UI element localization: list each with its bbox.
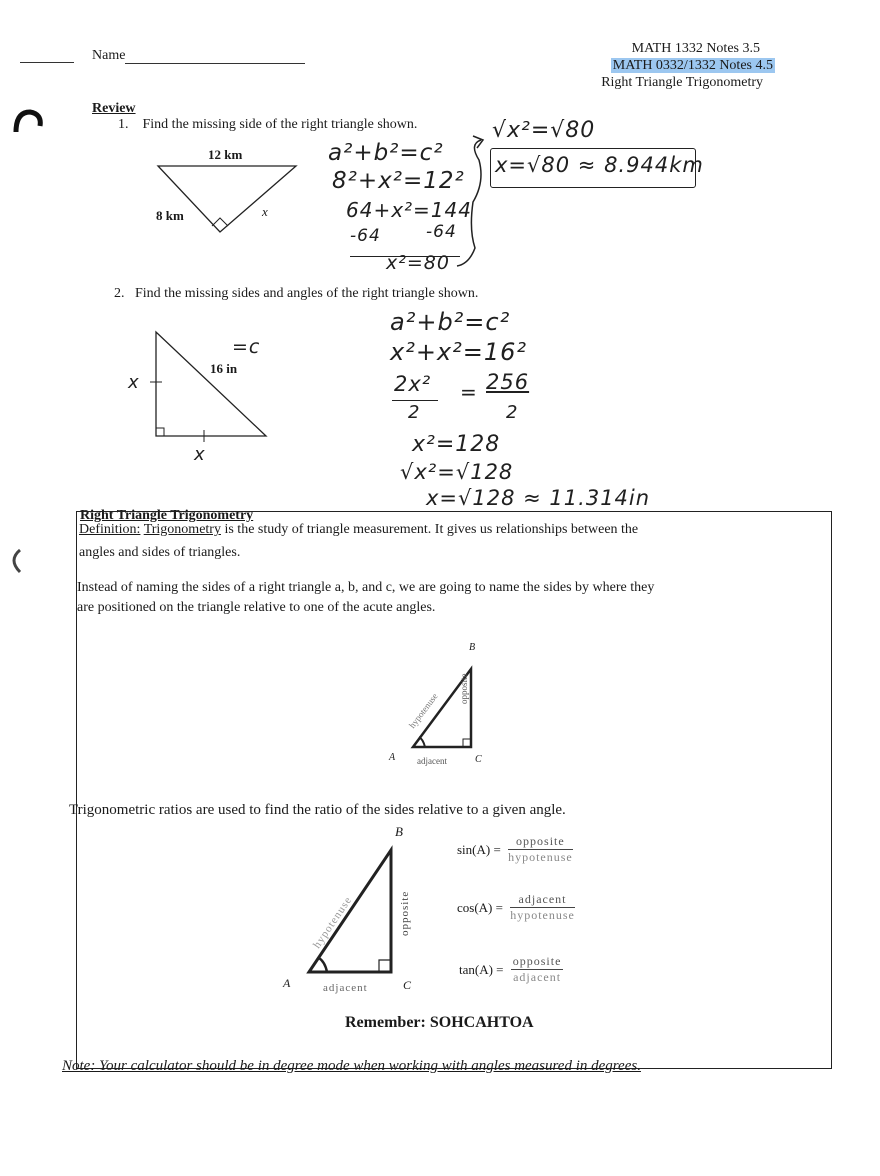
definition-line-1 [79,521,638,538]
p1-answer-box [490,148,704,188]
problem-1-top-side: 12 km [208,147,243,162]
definition-term: Trigonometry [143,522,221,537]
sin-denominator: hypotenuse [508,850,573,864]
hole-punch-top [12,108,42,136]
section-heading: Right Triangle Trigonometry [80,508,254,523]
p1-work-line-2: 8²+x²=12² [332,168,465,194]
p2-work-line-5: √x²=√128 [400,460,514,484]
small-triangle-adjacent: adjacent [417,756,447,766]
problem-1-triangle [150,160,310,240]
sin-fraction [508,834,573,865]
big-triangle-adjacent: adjacent [323,982,368,994]
cos-numerator: adjacent [510,892,575,908]
trig-content-box [69,511,832,1069]
name-label [92,47,305,64]
name-line-left [20,62,74,63]
p2-work-line-2: x²+x²=16² [390,338,528,366]
p1-brace [455,130,495,270]
small-triangle-label-a: A [389,752,396,763]
problem-1-number: 1. [118,117,129,132]
p2-work-line-1: a²+b²=c² [390,308,511,336]
tan-fraction [511,954,564,985]
cos-ratio [457,892,575,923]
p2-work-line-4: x²=128 [412,432,501,457]
sin-ratio [457,834,573,865]
problem-1-unknown-side: x [262,204,268,219]
big-triangle-hypotenuse: hypotenuse [311,894,355,951]
p1-answer-line-1: √x²=√80 [492,118,596,143]
p1-work-line-4b: -64 [426,222,457,242]
cos-lhs: cos(A) = [457,899,503,915]
small-triangle-opposite: opposite [459,673,469,704]
p2-frac-bar-left [392,400,438,401]
hole-punch-middle [6,548,26,574]
definition-line-2: angles and sides of triangles. [79,545,241,560]
degree-mode-note: Note: Your calculator should be in degree mode when working with angles measured in degrees. [62,1058,641,1074]
cos-fraction [510,892,575,923]
big-triangle-opposite: opposite [399,890,411,936]
instead-line-1: Instead of naming the sides of a right triangle a, b, and c, we are going to name the sides by where they [77,580,655,595]
course-line-1: MATH 1332 Notes 3.5 [631,41,760,56]
problem-2-hypotenuse: 16 in [210,361,238,376]
definition-rest: is the study of triangle measurement. It gives us relationships between the [224,522,639,537]
ratios-text: Trigonometric ratios are used to find the ratio of the sides relative to a given angle. [69,802,566,818]
course-line-2-text: MATH 0332/1332 Notes 4.5 [612,58,773,73]
small-triangle-hypotenuse: hypotenuse [407,691,440,731]
remember-sohcahtoa: Remember: SOHCAHTOA [345,1014,534,1031]
big-triangle-label-a: A [283,976,291,990]
p1-work-line-4a: -64 [350,226,381,246]
topic-title: Right Triangle Trigonometry [601,75,763,90]
p2-bottom-label: x [194,444,206,465]
small-triangle-label-b: B [469,642,476,653]
p1-work-line-3: 64+x²=144 [346,198,472,222]
problem-2-number: 2. [114,286,125,301]
p2-work-frac-num-left: 2x² [394,372,432,396]
big-triangle-label-b: B [395,824,403,839]
p2-work-frac-den-left: 2 [408,402,421,423]
p2-work-line-6: x=√128 ≈ 11.314in [426,486,651,510]
p2-frac-equals: = [460,380,478,404]
p2-left-label: x [128,372,140,393]
name-label-text: Name [92,48,126,63]
tan-denominator: adjacent [513,970,562,984]
sin-numerator: opposite [508,834,573,850]
big-triangle-label-c: C [403,978,412,992]
p2-work-frac-den-right: 2 [506,402,519,423]
p1-work-line-1: a²+b²=c² [328,140,444,166]
name-blank [125,63,305,64]
definition-label: Definition: [79,522,141,537]
tan-lhs: tan(A) = [459,961,504,977]
problem-2 [114,285,478,302]
p2-hyp-label: =c [232,336,261,358]
p1-answer-line-2: x=√80 ≈ 8.944km [495,153,704,177]
cos-denominator: hypotenuse [510,908,575,922]
problem-1-text: Find the missing side of the right triangle shown. [142,117,418,132]
p1-work-line-5: x²=80 [386,252,450,274]
tan-numerator: opposite [512,954,562,968]
p2-work-frac-num-right: 256 [486,370,530,394]
sin-lhs: sin(A) = [457,841,501,857]
tan-ratio [459,954,563,985]
instead-line-2: are positioned on the triangle relative to one of the acute angles. [77,600,436,615]
review-heading: Review [92,101,136,116]
problem-2-text: Find the missing sides and angles of the right triangle shown. [135,286,479,301]
small-triangle-label-c: C [475,754,482,765]
course-line-2 [611,57,775,74]
problem-1-left-side: 8 km [156,208,184,223]
big-triangle [299,842,409,982]
problem-1 [118,116,417,133]
